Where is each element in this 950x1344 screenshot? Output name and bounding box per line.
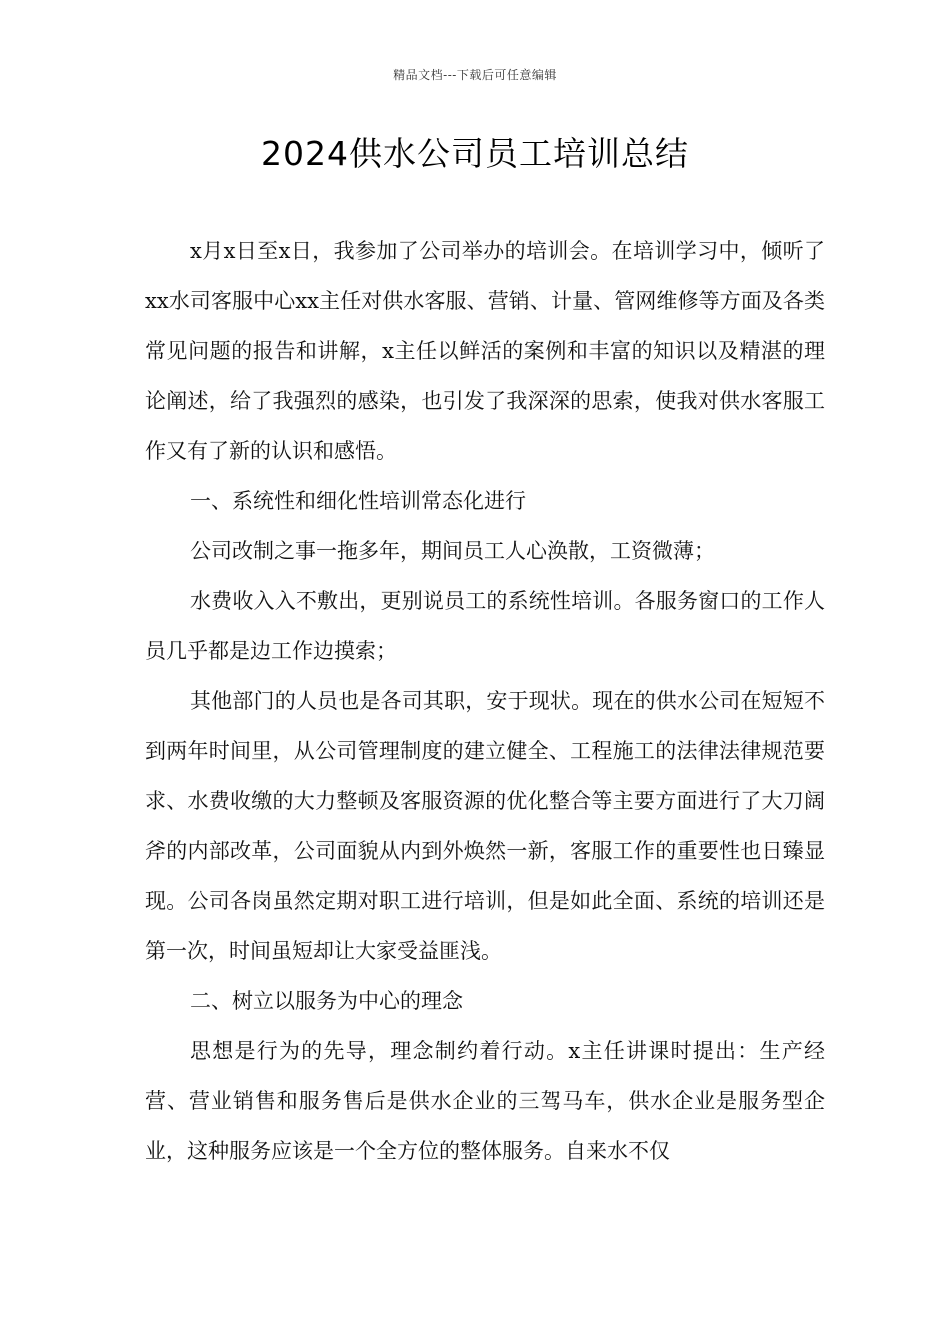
paragraph-intro: x月x日至x日，我参加了公司举办的培训会。在培训学习中，倾听了xx水司客服中心xx主任对供水客服、营销、计量、管网维修等方面及各类常见问题的报告和讲解，x主任以鲜活的案例和丰富的知识以及精湛的理论阐述，给了我强烈的感染，也引发了我深深的思索，使我对供水客服工作又有了新的认识和感悟。	[145, 239, 825, 463]
document-title: 2024供水公司员工培训总结	[261, 134, 689, 173]
paragraph: 水费收入入不敷出，更别说员工的系统性培训。各服务窗口的工作人员几乎都是边工作边摸索；	[145, 589, 825, 663]
page-header: 精品文档---下载后可任意编辑	[393, 68, 557, 82]
document-body	[145, 226, 825, 1176]
section-heading-2: 二、树立以服务为中心的理念	[190, 989, 463, 1013]
paragraph: 公司改制之事一拖多年，期间员工人心涣散，工资微薄；	[190, 539, 715, 563]
paragraph: 思想是行为的先导，理念制约着行动。x主任讲课时提出：生产经营、营业销售和服务售后是供水企业的三驾马车，供水企业是服务型企业，这种服务应该是一个全方位的整体服务。自来水不仅	[145, 1039, 825, 1163]
paragraph: 其他部门的人员也是各司其职，安于现状。现在的供水公司在短短不到两年时间里，从公司管理制度的建立健全、工程施工的法律法律规范要求、水费收缴的大力整顿及客服资源的优化整合等主要方面进行了大刀阔斧的内部改革，公司面貌从内到外焕然一新，客服工作的重要性也日臻显现。公司各岗虽然定期对职工进行培训，但是如此全面、系统的培训还是第一次，时间虽短却让大家受益匪浅。	[145, 689, 825, 963]
section-heading-1: 一、系统性和细化性培训常态化进行	[190, 489, 526, 513]
